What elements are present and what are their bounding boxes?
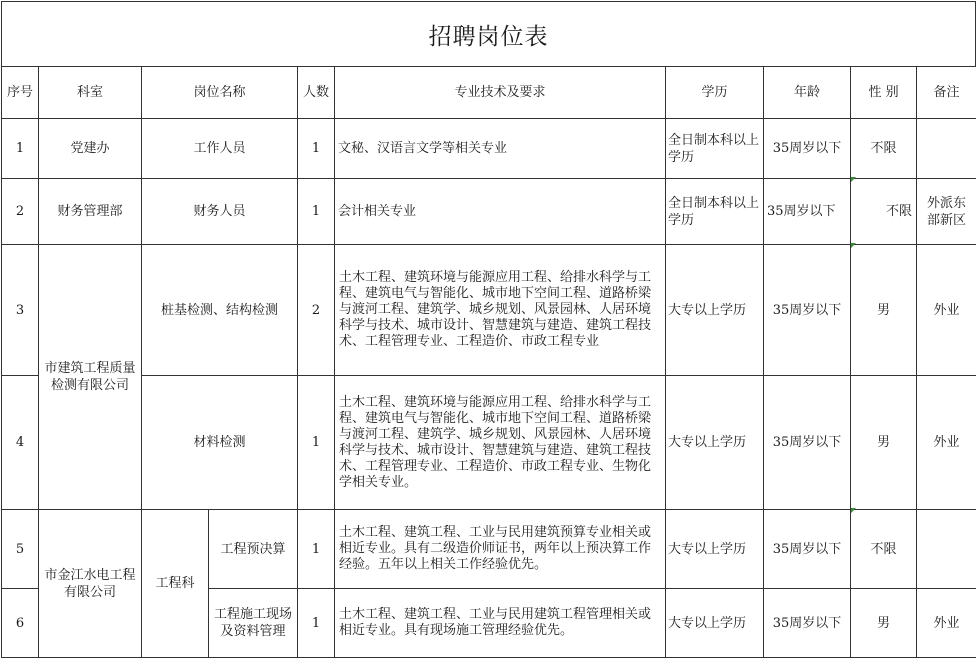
cell-gender: 不限 xyxy=(851,119,917,179)
header-seq: 序号 xyxy=(2,67,39,119)
header-requirements: 专业技术及要求 xyxy=(335,67,666,119)
header-age: 年龄 xyxy=(764,67,851,119)
cell-education: 全日制本科以上学历 xyxy=(666,179,764,245)
cell-education: 大专以上学历 xyxy=(666,510,764,589)
table-row xyxy=(2,119,976,179)
cell-education: 大专以上学历 xyxy=(666,376,764,510)
cell-notes xyxy=(917,510,976,589)
cell-position: 材料检测 xyxy=(142,376,298,510)
cell-age: 35周岁以下 xyxy=(764,179,851,245)
sheet-title: 招聘岗位表 xyxy=(1,1,976,66)
cell-requirements: 土木工程、建筑工程、工业与民用建筑预算专业相关或相近专业。具有二级造价师证书，两年以上预决算工作经验。五年以上相关工作经验优先。 xyxy=(335,510,666,589)
header-count: 人数 xyxy=(298,67,335,119)
header-position: 岗位名称 xyxy=(142,67,298,119)
cell-position: 工作人员 xyxy=(142,119,298,179)
cell-education: 全日制本科以上学历 xyxy=(666,119,764,179)
cell-requirements: 会计相关专业 xyxy=(335,179,666,245)
cell-gender: 不限 xyxy=(851,179,917,245)
cell-requirements: 土木工程、建筑环境与能源应用工程、给排水科学与工程、建筑电气与智能化、城市地下空间工程、道路桥梁与渡河工程、建筑学、城乡规划、风景园林、人居环境科学与技术、城市设计、智慧建筑与建造、建筑工程技术、工程管理专业、工程造价、市政工程专业、生物化学相关专业。 xyxy=(335,376,666,510)
cell-age: 35周岁以下 xyxy=(764,119,851,179)
cell-education: 大专以上学历 xyxy=(666,589,764,658)
cell-position: 工程预决算 xyxy=(209,510,298,589)
table-row xyxy=(2,179,976,245)
comment-marker-icon xyxy=(851,177,856,182)
comment-marker-icon xyxy=(851,508,856,513)
cell-dept-merged: 市建筑工程质量检测有限公司 xyxy=(39,245,142,510)
cell-gender: 男 xyxy=(851,245,917,376)
positions-table xyxy=(1,66,976,658)
cell-dept: 财务管理部 xyxy=(39,179,142,245)
cell-seq: 5 xyxy=(2,510,39,589)
cell-education: 大专以上学历 xyxy=(666,245,764,376)
cell-gender: 不限 xyxy=(851,510,917,589)
cell-seq: 6 xyxy=(2,589,39,658)
cell-position: 财务人员 xyxy=(142,179,298,245)
cell-age: 35周岁以下 xyxy=(764,245,851,376)
cell-seq: 2 xyxy=(2,179,39,245)
cell-notes: 外业 xyxy=(917,245,976,376)
cell-count: 1 xyxy=(298,119,335,179)
cell-dept-merged: 市金江水电工程有限公司 xyxy=(39,510,142,658)
cell-requirements: 土木工程、建筑工程、工业与民用建筑工程管理相关或相近专业。具有现场施工管理经验优先。 xyxy=(335,589,666,658)
cell-count: 1 xyxy=(298,179,335,245)
cell-dept: 党建办 xyxy=(39,119,142,179)
cell-requirements: 土木工程、建筑环境与能源应用工程、给排水科学与工程、建筑电气与智能化、城市地下空间工程、道路桥梁与渡河工程、建筑学、城乡规划、风景园林、人居环境科学与技术、城市设计、智慧建筑与建造、建筑工程技术、工程管理专业、工程造价、市政工程专业 xyxy=(335,245,666,376)
header-dept: 科室 xyxy=(39,67,142,119)
cell-notes: 外派东部新区 xyxy=(917,179,976,245)
cell-sub-dept: 工程科 xyxy=(142,510,209,658)
table-row xyxy=(2,510,976,589)
header-notes: 备注 xyxy=(917,67,976,119)
cell-count: 1 xyxy=(298,589,335,658)
cell-gender: 男 xyxy=(851,589,917,658)
header-education: 学历 xyxy=(666,67,764,119)
header-gender: 性 别 xyxy=(851,67,917,119)
table-row xyxy=(2,245,976,376)
cell-age: 35周岁以下 xyxy=(764,376,851,510)
cell-notes: 外业 xyxy=(917,589,976,658)
cell-age: 35周岁以下 xyxy=(764,589,851,658)
header-row xyxy=(2,67,976,119)
cell-seq: 3 xyxy=(2,245,39,376)
cell-gender: 男 xyxy=(851,376,917,510)
cell-notes: 外业 xyxy=(917,376,976,510)
cell-seq: 4 xyxy=(2,376,39,510)
cell-requirements: 文秘、汉语言文学等相关专业 xyxy=(335,119,666,179)
comment-marker-icon xyxy=(851,243,856,248)
cell-count: 1 xyxy=(298,376,335,510)
cell-seq: 1 xyxy=(2,119,39,179)
cell-count: 1 xyxy=(298,510,335,589)
cell-count: 2 xyxy=(298,245,335,376)
cell-age: 35周岁以下 xyxy=(764,510,851,589)
table-row xyxy=(2,376,976,510)
cell-position: 桩基检测、结构检测 xyxy=(142,245,298,376)
cell-notes xyxy=(917,119,976,179)
cell-position: 工程施工现场及资料管理 xyxy=(209,589,298,658)
